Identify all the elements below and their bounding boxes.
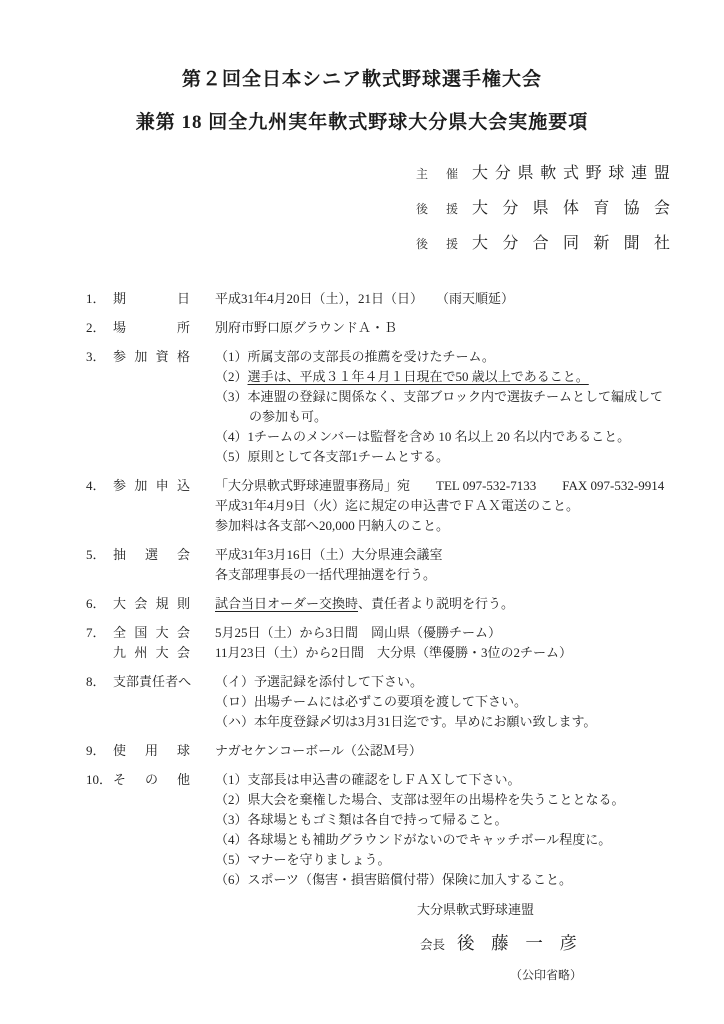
item-number: 8． <box>86 674 106 689</box>
item-label <box>113 741 190 761</box>
char-glyph: 日 <box>176 291 190 306</box>
char-glyph: 参 <box>113 478 127 493</box>
text-segment: （5）マナーを守りましょう。 <box>215 852 391 867</box>
item-content <box>192 770 625 890</box>
item-number <box>86 643 113 663</box>
char-glyph: 盟 <box>653 165 670 182</box>
char-glyph: 分 <box>502 200 519 217</box>
char-glyph: の <box>144 772 158 787</box>
char-glyph: 九 <box>113 645 127 660</box>
char-glyph: 大 <box>155 625 169 640</box>
signature-name <box>457 930 577 955</box>
item-line <box>215 810 625 830</box>
item-sublabel <box>113 643 190 663</box>
char-glyph: 所 <box>176 320 190 335</box>
char-glyph: 聞 <box>623 235 640 252</box>
text-segment: 試合当日オーダー交換時 <box>215 596 359 611</box>
sponsor-role <box>416 200 458 217</box>
item-heading-row <box>86 643 192 663</box>
char-glyph: 彦 <box>559 933 577 953</box>
item-line <box>215 565 443 585</box>
char-glyph: 場 <box>113 320 127 335</box>
text-segment: 平成31年3月16日（土）大分県連会議室 <box>215 547 443 562</box>
text-segment: （2）県大会を棄権した場合、支部は翌年の出場枠を失うこととなる。 <box>215 792 625 807</box>
item-number: 4． <box>86 478 106 493</box>
char-glyph: 協 <box>623 200 640 217</box>
char-glyph: 後 <box>457 933 475 953</box>
item-line <box>215 623 572 643</box>
text-segment: の参加も可。 <box>249 409 328 424</box>
char-glyph: 軟 <box>540 165 557 182</box>
text-segment: （ロ）出場チームには必ずこの要項を渡して下さい。 <box>215 694 528 709</box>
text-segment: （4）各球場とも補助グラウンドがないのでキャッチボール程度に。 <box>215 832 612 847</box>
char-glyph: 任 <box>152 674 166 689</box>
item-line <box>215 545 443 565</box>
char-glyph: 会 <box>176 645 190 660</box>
char-glyph: 加 <box>134 478 148 493</box>
item-line <box>215 594 514 614</box>
char-glyph: 規 <box>155 596 169 611</box>
item-content <box>192 476 664 536</box>
item-line <box>215 850 625 870</box>
char-glyph: 他 <box>176 772 190 787</box>
text-segment: （1）支部長は申込書の確認をしＦＡＸして下さい。 <box>215 772 521 787</box>
char-glyph: 者 <box>165 674 179 689</box>
text-segment: （6）スポーツ（傷害・損害賠償付帯）保険に加入すること。 <box>215 872 572 887</box>
text-segment: （4）1チームのメンバーは監督を含め 10 名以上 20 名以内であること。 <box>215 429 631 444</box>
signature-line <box>420 930 724 955</box>
item-content <box>192 545 443 585</box>
item-line <box>215 672 596 692</box>
item-line <box>215 770 625 790</box>
text-segment: （2） <box>215 369 248 384</box>
char-glyph: 会 <box>176 625 190 640</box>
char-glyph: 分 <box>494 165 511 182</box>
text-segment: （3）各球場ともゴミ類は各自で持って帰ること。 <box>215 812 508 827</box>
item-content <box>192 594 514 614</box>
item-content <box>192 289 514 309</box>
item-line <box>215 790 625 810</box>
char-glyph: 資 <box>155 349 169 364</box>
list-item <box>86 289 724 309</box>
char-glyph: 会 <box>134 596 148 611</box>
char-glyph: 国 <box>134 625 148 640</box>
document-title-line2: 兼第 18 回全九州実年軟式野球大分県大会実施要項 <box>135 112 589 133</box>
list-item <box>86 623 724 663</box>
item-label <box>113 289 190 309</box>
item-line <box>215 643 572 663</box>
char-glyph: 部 <box>126 674 140 689</box>
text-segment: （ハ）本年度登録〆切は3月31日迄です。早めにお願い致します。 <box>215 714 597 729</box>
char-glyph: 大 <box>472 235 489 252</box>
text-segment: 別府市野口原グラウンドＡ・Ｂ <box>215 320 398 335</box>
char-glyph: 込 <box>176 478 190 493</box>
char-glyph: 申 <box>155 478 169 493</box>
sponsor-role <box>416 235 458 252</box>
list-item <box>86 672 724 732</box>
item-heading <box>86 289 192 309</box>
item-label <box>113 672 190 692</box>
text-segment: （5）原則として各支部1チームとする。 <box>215 449 450 464</box>
char-glyph: 格 <box>176 349 190 364</box>
item-number: 2． <box>86 320 106 335</box>
item-heading <box>86 347 192 467</box>
char-glyph: 合 <box>532 235 549 252</box>
item-heading-row <box>86 347 192 367</box>
text-segment: 選手は、平成３１年４月１日現在で50 歳以上であること。 <box>247 369 589 384</box>
char-glyph: 則 <box>176 596 190 611</box>
char-glyph: 連 <box>631 165 648 182</box>
char-glyph: 会 <box>653 200 670 217</box>
char-glyph: 用 <box>144 743 158 758</box>
document-title-line1: 第２回全日本シニア軟式野球選手権大会 <box>181 69 542 90</box>
item-heading <box>86 545 192 585</box>
list-item <box>86 476 724 536</box>
sponsor-name <box>472 230 670 253</box>
item-line <box>215 712 596 732</box>
item-heading-row <box>86 289 192 309</box>
char-glyph: 会 <box>176 547 190 562</box>
char-glyph: 大 <box>472 200 489 217</box>
text-segment: （3）本連盟の登録に関係なく、支部ブロック内で選抜チームとして編成して <box>215 389 663 404</box>
char-glyph: 大 <box>472 165 489 182</box>
char-glyph: 球 <box>608 165 625 182</box>
char-glyph: 体 <box>562 200 579 217</box>
item-heading <box>86 623 192 663</box>
item-heading-row <box>86 623 192 643</box>
seal-omitted-note: （公印省略） <box>510 968 583 982</box>
item-label <box>113 318 190 338</box>
item-heading <box>86 476 192 536</box>
sponsor-row-supporter-2 <box>416 230 724 265</box>
char-glyph: 県 <box>532 200 549 217</box>
char-glyph: 州 <box>134 645 148 660</box>
sponsor-name <box>472 160 670 183</box>
items-list <box>86 289 724 890</box>
char-glyph: へ <box>178 674 192 689</box>
text-segment: （1）所属支部の支部長の推薦を受けたチーム。 <box>215 349 495 364</box>
char-glyph: 主 <box>416 167 429 181</box>
item-number: 10． <box>86 772 113 787</box>
item-line <box>215 830 625 850</box>
list-item <box>86 347 724 467</box>
item-label <box>113 623 190 643</box>
item-line <box>215 692 596 712</box>
item-content <box>192 741 422 761</box>
text-segment: 平成31年4月9日（火）迄に規定の申込書でＦＡＸ電送のこと。 <box>215 498 580 513</box>
item-heading-row <box>86 770 192 790</box>
text-segment: 「大分県軟式野球連盟事務局」宛 TEL 097-532-7133 FAX 097-532-9914 <box>215 478 665 493</box>
item-content <box>192 623 572 663</box>
item-heading <box>86 318 192 338</box>
text-segment: 参加料は各支部へ20,000 円納入のこと。 <box>215 518 450 533</box>
list-item <box>86 770 724 890</box>
list-item <box>86 741 724 761</box>
char-glyph: 参 <box>113 349 127 364</box>
item-heading <box>86 594 192 614</box>
sponsor-row-organizer <box>416 160 724 195</box>
char-glyph: 加 <box>134 349 148 364</box>
closing-organization: 大分県軟式野球連盟 <box>417 902 535 917</box>
char-glyph: 大 <box>113 596 127 611</box>
char-glyph: 新 <box>593 235 610 252</box>
char-glyph: 期 <box>113 291 127 306</box>
signature-role: 会長 <box>420 938 446 952</box>
item-line <box>215 870 625 890</box>
char-glyph: 同 <box>562 235 579 252</box>
item-number: 5． <box>86 547 106 562</box>
item-label <box>113 476 190 496</box>
char-glyph: 社 <box>653 235 670 252</box>
item-line <box>215 387 663 407</box>
char-glyph: 抽 <box>113 547 127 562</box>
item-line <box>215 516 664 536</box>
item-content <box>192 318 397 338</box>
char-glyph: 援 <box>445 202 458 216</box>
item-heading-row <box>86 594 192 614</box>
item-heading <box>86 672 192 732</box>
char-glyph: 責 <box>139 674 153 689</box>
item-line <box>215 476 664 496</box>
text-segment: （イ）予選記録を添付して下さい。 <box>215 674 424 689</box>
item-line <box>215 496 664 516</box>
char-glyph: そ <box>113 772 127 787</box>
char-glyph: 藤 <box>491 933 509 953</box>
list-item <box>86 545 724 585</box>
item-content <box>192 672 596 732</box>
text-segment: 、責任者より説明を行う。 <box>358 596 515 611</box>
item-number: 6． <box>86 596 106 611</box>
char-glyph: 野 <box>585 165 602 182</box>
sponsor-block <box>416 160 724 265</box>
item-heading-row <box>86 476 192 496</box>
text-segment: 5月25日（土）から3日間 岡山県（優勝チーム） <box>215 625 502 640</box>
item-line <box>215 347 663 367</box>
char-glyph: 選 <box>144 547 158 562</box>
char-glyph: 一 <box>525 933 543 953</box>
text-segment: ナガセケンコーボール（公認Ｍ号） <box>215 743 422 758</box>
text-segment: 11月23日（土）から2日間 大分県（準優勝・3位の2チーム） <box>215 645 573 660</box>
char-glyph: 分 <box>502 235 519 252</box>
item-heading <box>86 741 192 761</box>
item-line <box>215 367 663 387</box>
char-glyph: 援 <box>445 237 458 251</box>
char-glyph: 後 <box>416 202 429 216</box>
item-heading-row <box>86 672 192 692</box>
text-segment: 各支部理事長の一括代理抽選を行う。 <box>215 567 437 582</box>
char-glyph: 大 <box>155 645 169 660</box>
list-item <box>86 318 724 338</box>
item-number: 9． <box>86 743 106 758</box>
item-line <box>215 407 663 427</box>
item-label <box>113 770 190 790</box>
item-label <box>113 347 190 367</box>
item-line <box>215 741 422 761</box>
item-line <box>215 289 514 309</box>
item-line <box>215 427 663 447</box>
char-glyph: 育 <box>593 200 610 217</box>
item-heading-row <box>86 318 192 338</box>
char-glyph: 催 <box>445 167 458 181</box>
char-glyph: 県 <box>517 165 534 182</box>
list-item <box>86 594 724 614</box>
item-heading-row <box>86 741 192 761</box>
sponsor-role <box>416 165 458 182</box>
char-glyph: 支 <box>113 674 127 689</box>
item-heading-row <box>86 545 192 565</box>
text-segment: 平成31年4月20日（土），21日（日） （雨天順延） <box>215 291 515 306</box>
item-heading <box>86 770 192 890</box>
item-line <box>215 447 663 467</box>
item-label <box>113 594 190 614</box>
item-number: 1． <box>86 291 106 306</box>
char-glyph: 後 <box>416 237 429 251</box>
sponsor-name <box>472 195 670 218</box>
sponsor-row-supporter-1 <box>416 195 724 230</box>
item-label <box>113 545 190 565</box>
char-glyph: 全 <box>113 625 127 640</box>
char-glyph: 使 <box>113 743 127 758</box>
item-line <box>215 318 397 338</box>
item-content <box>192 347 663 467</box>
item-number: 3． <box>86 349 106 364</box>
item-number: 7． <box>86 625 106 640</box>
char-glyph: 球 <box>176 743 190 758</box>
char-glyph: 式 <box>562 165 579 182</box>
